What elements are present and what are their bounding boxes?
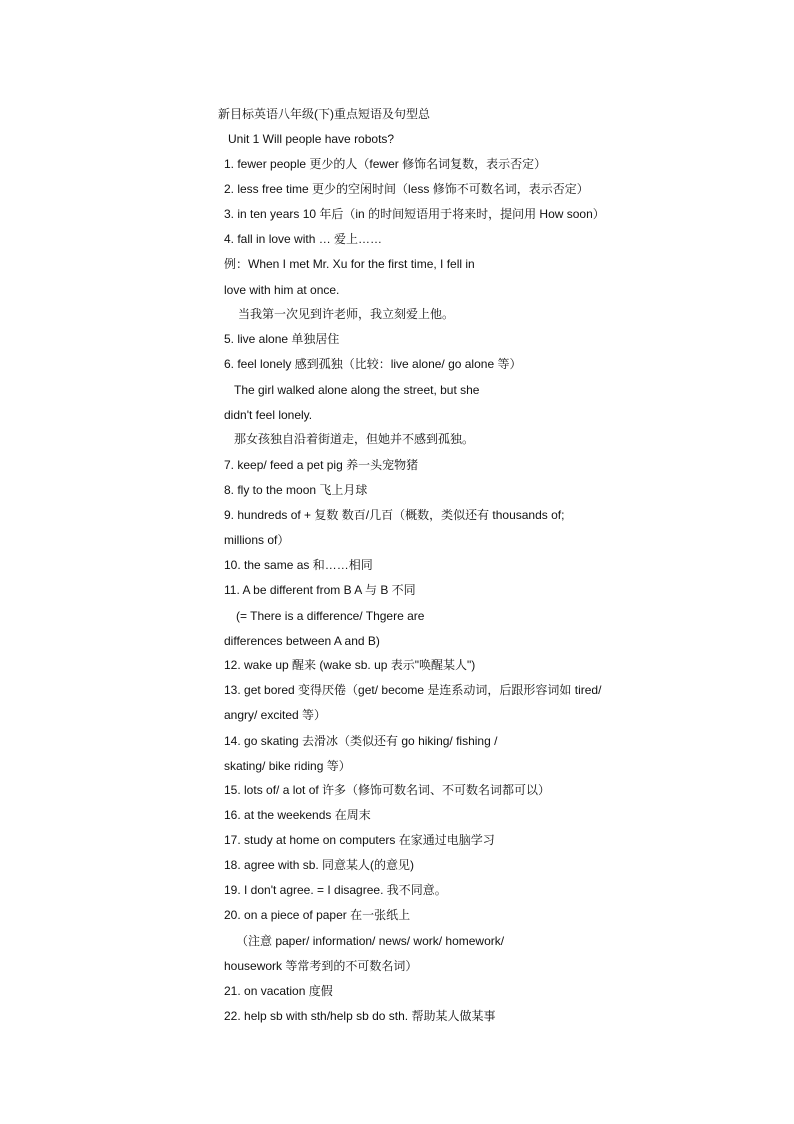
phrase-line: 10. the same as 和……相同 xyxy=(224,558,373,572)
example-line: 例：When I met Mr. Xu for the first time, I fell in xyxy=(224,257,475,271)
phrase-line: millions of） xyxy=(224,533,290,547)
phrase-line: 5. live alone 单独居住 xyxy=(224,332,340,346)
phrase-line: 6. feel lonely 感到孤独（比较：live alone/ go alone 等） xyxy=(224,357,522,371)
phrase-line: skating/ bike riding 等） xyxy=(224,759,351,773)
unit-heading: Unit 1 Will people have robots? xyxy=(228,132,395,146)
phrase-line: 18. agree with sb. 同意某人(的意见) xyxy=(224,858,415,872)
translation-line: 当我第一次见到许老师，我立刻爱上他。 xyxy=(238,307,455,321)
phrase-line: 21. on vacation 度假 xyxy=(224,984,333,998)
phrase-line: 9. hundreds of + 复数 数百/几百（概数，类似还有 thousands of; xyxy=(224,508,565,522)
phrase-line: 13. get bored 变得厌倦（get/ become 是连系动词，后跟形容词如 tired/ xyxy=(224,683,602,697)
phrase-line: angry/ excited 等） xyxy=(224,708,327,722)
phrase-line: 22. help sb with sth/help sb do sth. 帮助某人做某事 xyxy=(224,1009,496,1023)
note-line: differences between A and B) xyxy=(224,634,380,648)
phrase-line: 12. wake up 醒来 (wake sb. up 表示"唤醒某人") xyxy=(224,658,476,672)
phrase-line: 1. fewer people 更少的人（fewer 修饰名词复数，表示否定） xyxy=(224,157,547,171)
example-line: The girl walked alone along the street, but she xyxy=(234,383,480,397)
phrase-line: 4. fall in love with … 爱上…… xyxy=(224,232,383,246)
note-line: housework 等常考到的不可数名词） xyxy=(224,959,418,973)
phrase-line: 11. A be different from B A 与 B 不同 xyxy=(224,583,416,597)
phrase-line: 8. fly to the moon 飞上月球 xyxy=(224,483,368,497)
phrase-line: 17. study at home on computers 在家通过电脑学习 xyxy=(224,833,495,847)
translation-line: 那女孩独自沿着街道走，但她并不感到孤独。 xyxy=(234,432,475,446)
phrase-line: 14. go skating 去滑冰（类似还有 go hiking/ fishing / xyxy=(224,734,498,748)
phrase-line: 3. in ten years 10 年后（in 的时间短语用于将来时，提问用 How soon） xyxy=(224,207,605,221)
phrase-line: 20. on a piece of paper 在一张纸上 xyxy=(224,908,411,922)
note-line: (= There is a difference/ Thgere are xyxy=(236,609,425,623)
example-line: didn't feel lonely. xyxy=(224,408,313,422)
phrase-line: 2. less free time 更少的空闲时间（less 修饰不可数名词，表示否定） xyxy=(224,182,589,196)
phrase-line: 19. I don't agree. = I disagree. 我不同意。 xyxy=(224,883,447,897)
example-line: love with him at once. xyxy=(224,283,340,297)
phrase-line: 16. at the weekends 在周末 xyxy=(224,808,371,822)
note-line: （注意 paper/ information/ news/ work/ homework/ xyxy=(236,934,505,948)
phrase-line: 15. lots of/ a lot of 许多（修饰可数名词、不可数名词都可以） xyxy=(224,783,551,797)
document-title: 新目标英语八年级(下)重点短语及句型总 xyxy=(218,107,430,121)
phrase-line: 7. keep/ feed a pet pig 养一头宠物猪 xyxy=(224,458,419,472)
